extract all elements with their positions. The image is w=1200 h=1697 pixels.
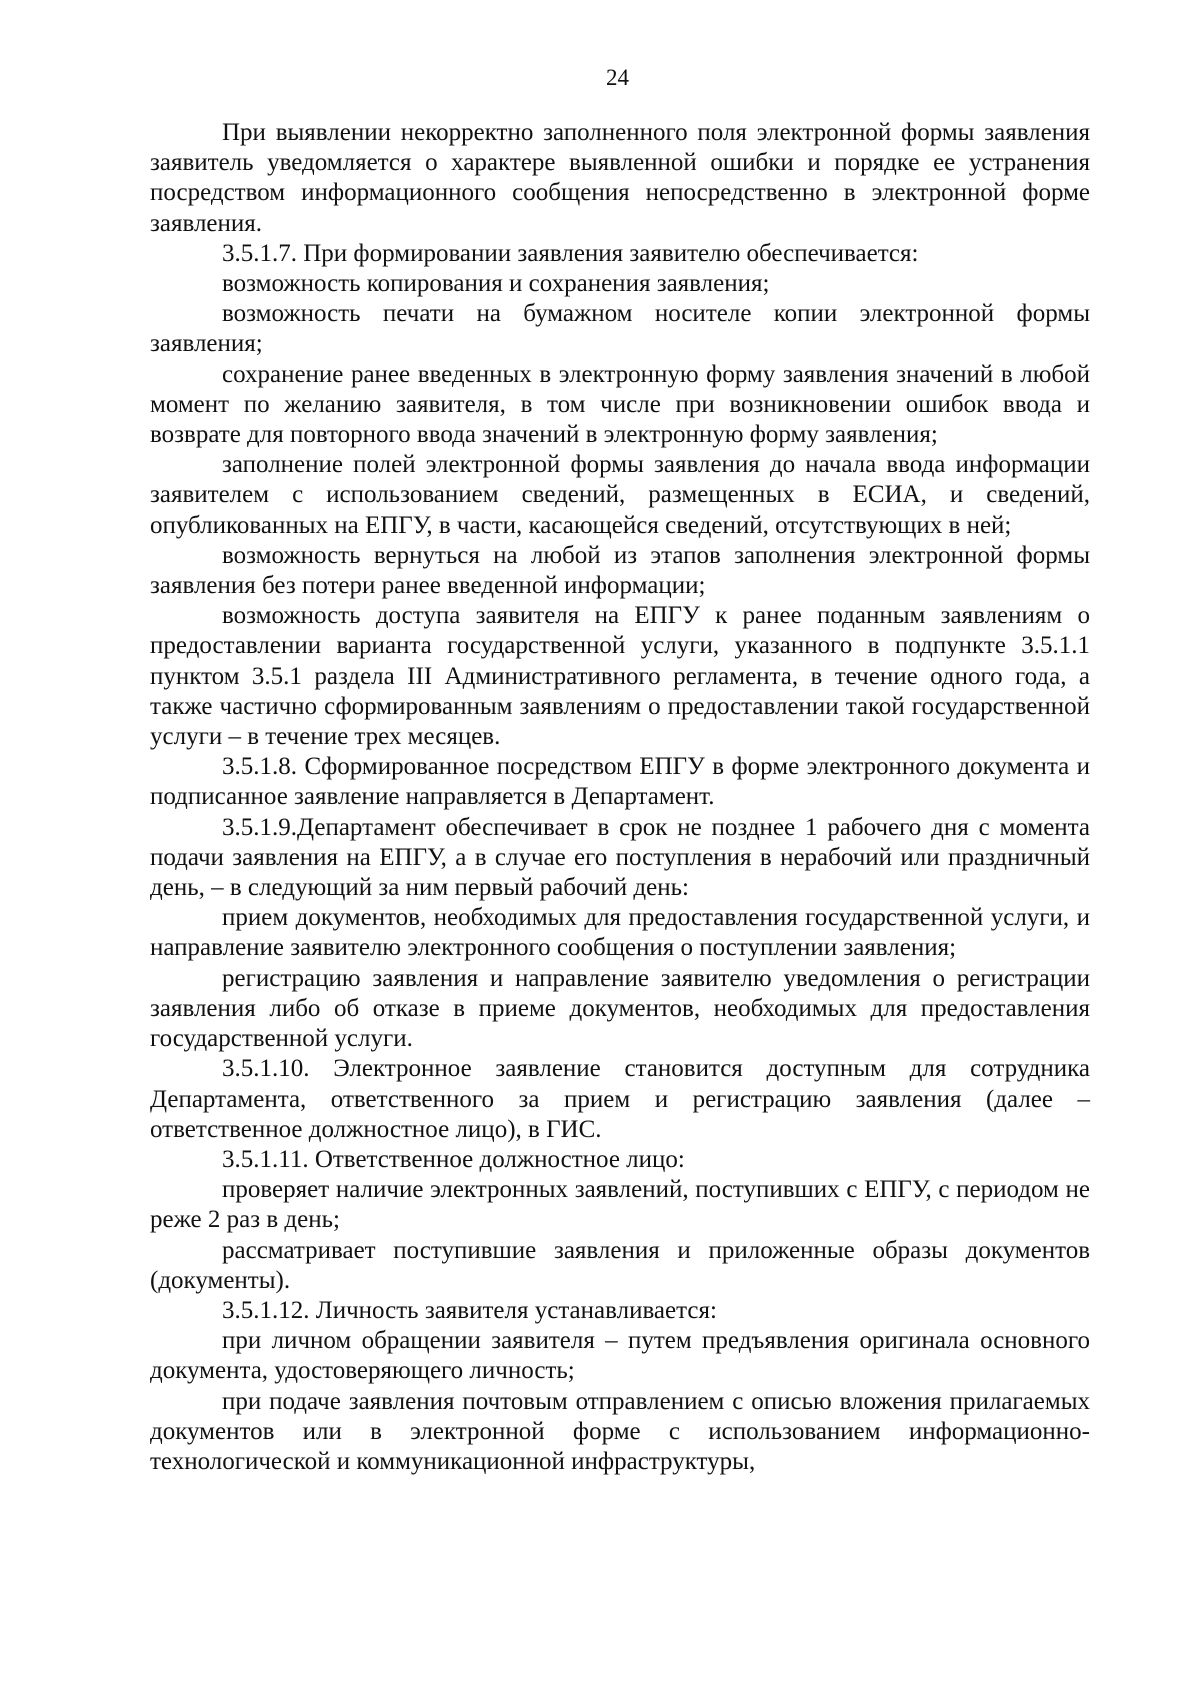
paragraph: 3.5.1.7. При формировании заявления заявителю обеспечивается: xyxy=(222,239,919,267)
paragraph: 3.5.1.8. Сформированное посредством ЕПГУ в форме электронного документа и подписанное заявление направляется в Департамент. xyxy=(150,753,1090,811)
paragraph: прием документов, необходимых для предоставления государственной услуги, и направление заявителю электронного сообщения о поступлении заявления; xyxy=(150,904,1090,962)
paragraph: 3.5.1.9.Департамент обеспечивает в срок не позднее 1 рабочего дня с момента подачи заявления на ЕПГУ, а в случае его поступления в нерабочий или праздничный день, – в следующий за ним первый рабочий день: xyxy=(150,813,1090,902)
paragraph: возможность печати на бумажном носителе копии электронной формы заявления; xyxy=(150,300,1090,358)
paragraph: проверяет наличие электронных заявлений, поступивших с ЕПГУ, с периодом не реже 2 раз в день; xyxy=(150,1176,1090,1234)
paragraph: 3.5.1.11. Ответственное должностное лицо: xyxy=(222,1145,685,1173)
paragraph: возможность доступа заявителя на ЕПГУ к ранее поданным заявлениям о предоставлении варианта государственной услуги, указанного в подпункте 3.5.1.1 пунктом 3.5.1 раздела III Административного регламента, в течение одного года, а также частично сформированным заявлениям о предоставлении такой государственной услуги – в течение трех месяцев. xyxy=(150,602,1090,751)
page-number: 24 xyxy=(606,65,629,90)
paragraph: рассматривает поступившие заявления и приложенные образы документов (документы). xyxy=(150,1236,1090,1294)
paragraph: регистрацию заявления и направление заявителю уведомления о регистрации заявления либо об отказе в приеме документов, необходимых для предоставления государственной услуги. xyxy=(150,964,1090,1053)
paragraph: 3.5.1.12. Личность заявителя устанавливается: xyxy=(222,1296,717,1324)
paragraph: сохранение ранее введенных в электронную форму заявления значений в любой момент по желанию заявителя, в том числе при возникновении ошибок ввода и возврате для повторного ввода значений в электронную форму заявления; xyxy=(150,360,1090,449)
paragraph: при личном обращении заявителя – путем предъявления оригинала основного документа, удостоверяющего личность; xyxy=(150,1327,1090,1385)
document-body xyxy=(150,118,1090,1477)
paragraph: При выявлении некорректно заполненного поля электронной формы заявления заявитель уведомляется о характере выявленной ошибки и порядке ее устранения посредством информационного сообщения непосредственно в электронной форме заявления. xyxy=(150,119,1090,237)
paragraph: при подаче заявления почтовым отправлением с описью вложения прилагаемых документов или в электронной форме с использованием информационно-технологической и коммуникационной инфраструктуры, xyxy=(150,1387,1090,1475)
paragraph: возможность вернуться на любой из этапов заполнения электронной формы заявления без потери ранее введенной информации; xyxy=(150,541,1090,600)
paragraph: 3.5.1.10. Электронное заявление становится доступным для сотрудника Департамента, ответственного за прием и регистрацию заявления (далее – ответственное должностное лицо), в ГИС. xyxy=(150,1055,1090,1143)
paragraph: заполнение полей электронной формы заявления до начала ввода информации заявителем с использованием сведений, размещенных в ЕСИА, и сведений, опубликованных на ЕПГУ, в части, касающейся сведений, отсутствующих в ней; xyxy=(150,451,1090,539)
paragraph: возможность копирования и сохранения заявления; xyxy=(222,270,770,298)
